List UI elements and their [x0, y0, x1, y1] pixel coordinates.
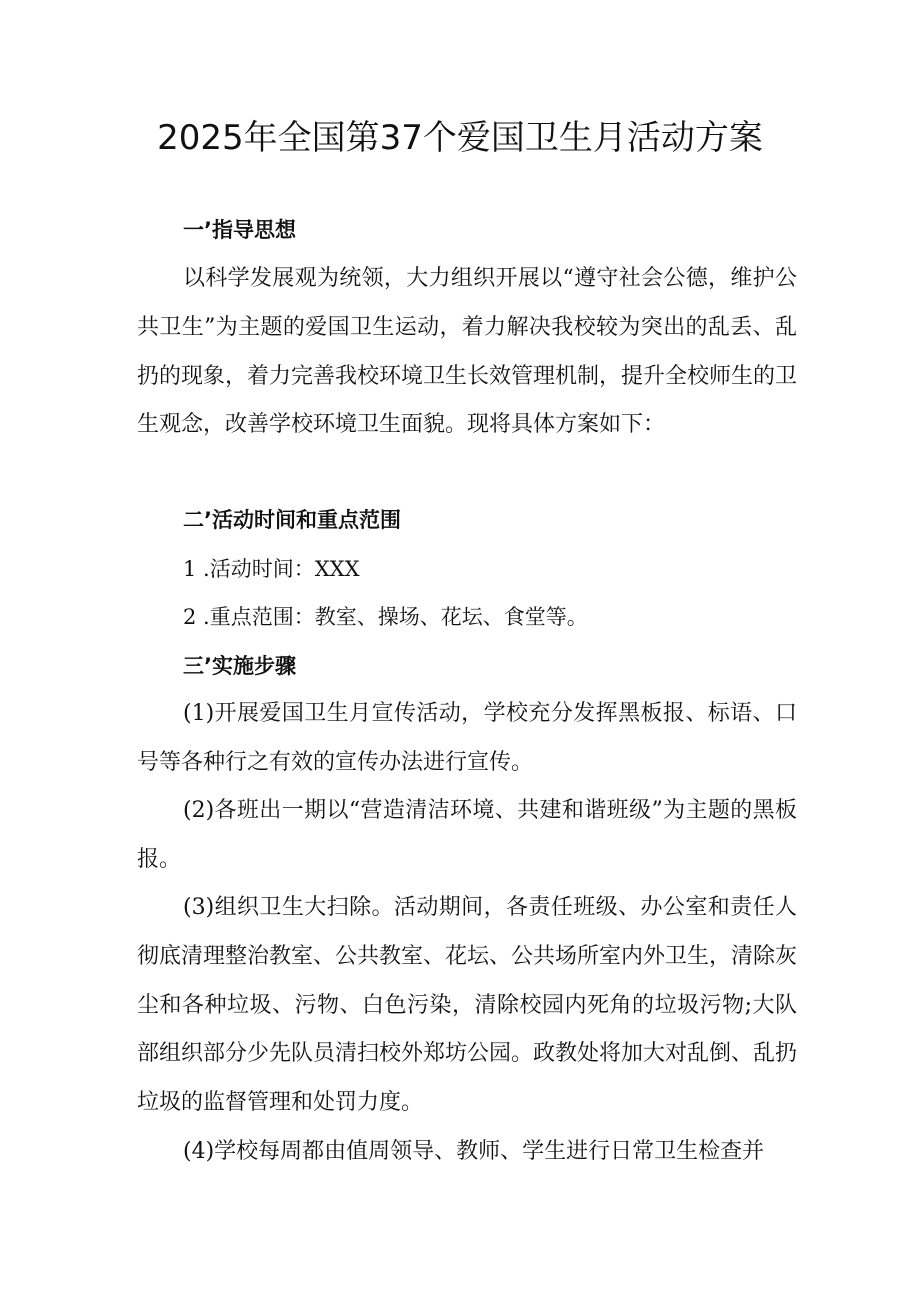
paragraph-guiding-ideology: 以科学发展观为统领，大力组织开展以“遵守社会公德，维护公共卫生”为主题的爱国卫生运动，着力解决我校较为突出的乱丢、乱扔的现象，着力完善我校环境卫生长效管理机制，提升全校师生的卫生观念，改善学校环境卫生面貌。现将具体方案如下：: [137, 266, 798, 438]
paragraph-step-3: (3)组织卫生大扫除。活动期间，各责任班级、办公室和责任人彻底清理整治教室、公共教室、花坛、公共场所室内外卫生，清除灰尘和各种垃圾、污物、白色污染，清除校园内死角的垃圾污物;大队部组织部分少先队员清扫校外郑坊公园。政教处将加大对乱倒、乱扔垃圾的监督管理和处罚力度。: [137, 895, 798, 1116]
section-heading-time-and-scope: 二’活动时间和重点范围: [183, 508, 401, 532]
paragraph-step-4: (4)学校每周都由值周领导、教师、学生进行日常卫生检查并: [183, 1139, 765, 1164]
paragraph-step-1: (1)开展爱国卫生月宣传活动，学校充分发挥黑板报、标语、口号等各种行之有效的宣传办法进行宣传。: [137, 701, 797, 775]
item-key-scope: 2 .重点范围：教室、操场、花坛、食堂等。: [183, 605, 588, 629]
paragraph-step-2: (2)各班出一期以“营造清洁环境、共建和谐班级”为主题的黑板报。: [137, 798, 797, 872]
item-activity-time: 1 .活动时间：XXX: [183, 557, 360, 581]
section-heading-guiding-ideology: 一’指导思想: [183, 218, 296, 242]
document-title: 2025年全国第37个爱国卫生月活动方案: [157, 118, 763, 158]
section-heading-implementation-steps: 三’实施步骤: [183, 654, 296, 678]
